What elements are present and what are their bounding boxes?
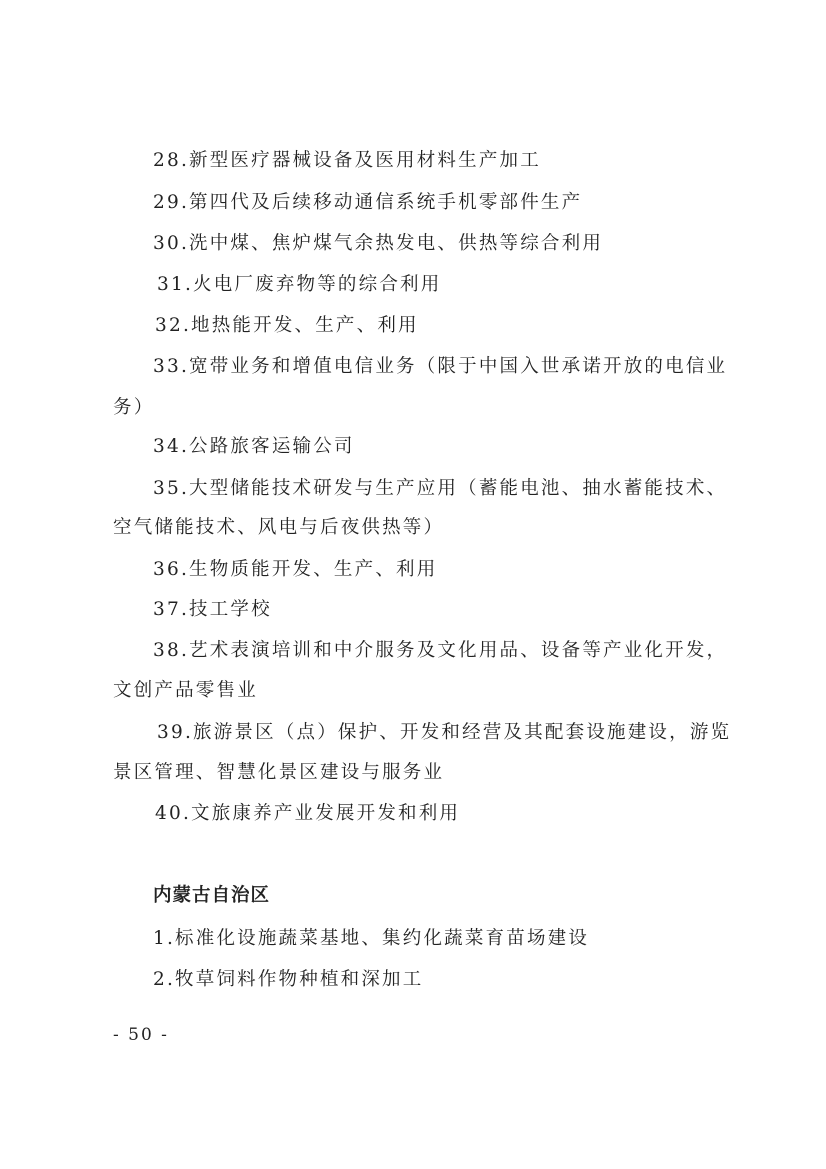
list-item: 34.公路旅客运输公司 xyxy=(153,436,355,457)
section-heading: 内蒙古自治区 xyxy=(153,885,271,906)
list-item: 40.文旅康养产业发展开发和利用 xyxy=(155,803,461,824)
list-item: 28.新型医疗器械设备及医用材料生产加工 xyxy=(153,150,541,171)
list-item: 2.牧草饲料作物种植和深加工 xyxy=(153,969,424,990)
list-item-continuation: 景区管理、智慧化景区建设与服务业 xyxy=(113,762,445,783)
page-number: - 50 - xyxy=(113,1025,169,1045)
list-item: 1.标准化设施蔬菜基地、集约化蔬菜育苗场建设 xyxy=(153,928,590,949)
list-item: 31.火电厂废弃物等的综合利用 xyxy=(157,274,442,295)
list-item: 37.技工学校 xyxy=(153,599,272,620)
list-item: 35.大型储能技术研发与生产应用（蓄能电池、抽水蓄能技术、 xyxy=(153,478,728,499)
list-item: 30.洗中煤、焦炉煤气余热发电、供热等综合利用 xyxy=(153,233,604,254)
list-item-continuation: 务） xyxy=(113,397,155,418)
list-item: 29.第四代及后续移动通信系统手机零部件生产 xyxy=(153,192,583,213)
list-item: 38.艺术表演培训和中介服务及文化用品、设备等产业化开发， xyxy=(153,640,728,661)
list-item: 36.生物质能开发、生产、利用 xyxy=(153,559,438,580)
list-item: 32.地热能开发、生产、利用 xyxy=(155,315,419,336)
list-item: 33.宽带业务和增值电信业务（限于中国入世承诺开放的电信业 xyxy=(153,356,728,377)
list-item: 39.旅游景区（点）保护、开发和经营及其配套设施建设，游览 xyxy=(157,722,732,743)
list-item-continuation: 空气储能技术、风电与后夜供热等） xyxy=(113,517,445,538)
list-item-continuation: 文创产品零售业 xyxy=(113,680,258,701)
